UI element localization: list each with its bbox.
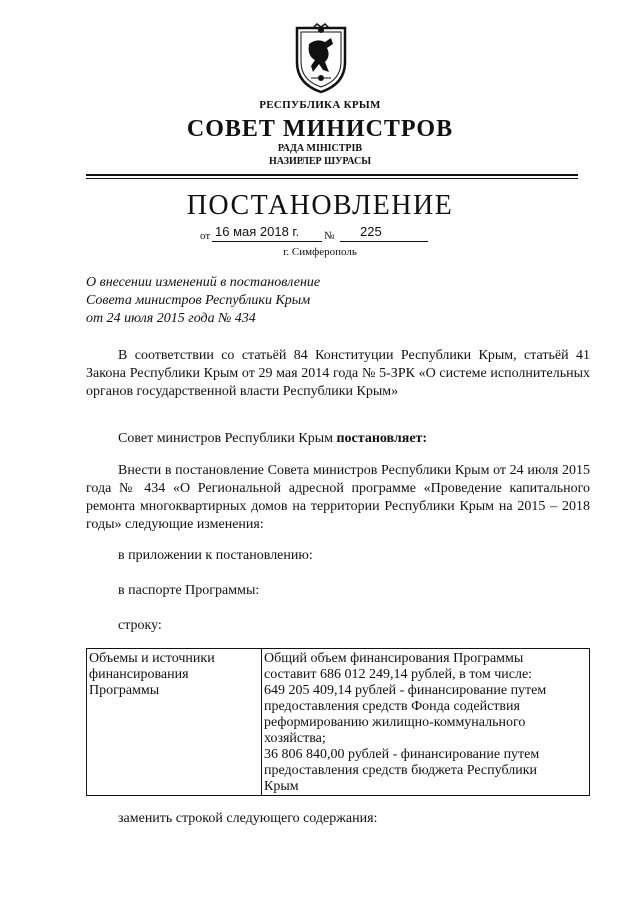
paragraph-appendix: в приложении к постановлению: [118, 548, 313, 563]
decree-subject [86, 274, 386, 328]
paragraph-resolves [86, 430, 590, 448]
table-cell-line: Программы [89, 683, 160, 698]
header-divider-thin [86, 178, 578, 179]
paragraph-replace: заменить строкой следующего содержания: [118, 811, 378, 826]
date-underline [212, 241, 322, 242]
crimea-coat-of-arms-icon [291, 22, 351, 94]
funding-label-cell [87, 649, 262, 796]
table-cell-line: Крым [264, 779, 299, 794]
table-cell-line: хозяйства; [264, 731, 326, 746]
decree-date: 16 мая 2018 г. [215, 224, 300, 239]
paragraph-legal-basis: В соответствии со статьёй 84 Конституции Республики Крым, статьёй 41 Закона Республики Крым от 29 мая 2014 года № 5-ЗРК «О системе исполнительных органов государственной власти Республики Крым» [86, 348, 590, 399]
table-cell-line: финансирования [89, 667, 189, 682]
header-divider-thick [86, 174, 578, 176]
table-cell-line: Общий объем финансирования Программы [264, 651, 524, 666]
funding-value-cell [262, 649, 590, 796]
table-cell-line: 649 205 409,14 рублей - финансирование путем [264, 683, 547, 698]
resolves-keyword: постановляет: [336, 431, 428, 446]
table-cell-line: предоставления средств Фонда содействия [264, 699, 520, 714]
paragraph-row: строку: [118, 618, 162, 633]
table-cell-line: составит 686 012 249,14 рублей, в том числе: [264, 667, 533, 682]
table-cell-line: реформированию жилищно-коммунального [264, 715, 526, 730]
number-prefix: № [324, 230, 335, 242]
council-title-ukrainian: РАДА МIНIСТРIВ [277, 143, 363, 154]
funding-table [86, 648, 590, 796]
date-prefix: от [200, 230, 211, 242]
decree-title: ПОСТАНОВЛЕНИЕ [186, 190, 454, 221]
subject-line: О внесении изменений в постановление [86, 275, 321, 290]
decree-number: 225 [360, 224, 382, 239]
table-cell-line: 36 806 840,00 рублей - финансирование путем [264, 747, 540, 762]
resolves-text: Совет министров Республики Крым [118, 431, 337, 446]
decree-date-number [200, 224, 430, 244]
number-underline [340, 241, 428, 242]
paragraph-passport: в паспорте Программы: [118, 583, 260, 598]
council-title-crimean-tatar: НАЗИРЛЕР ШУРАСЫ [268, 156, 372, 167]
republic-name: РЕСПУБЛИКА КРЫМ [259, 99, 381, 111]
paragraph-amendment: Внести в постановление Совета министров Республики Крым от 24 июля 2015 года № 434 «О Региональной адресной программе «Проведение капитального ремонта многоквартирных домов на территории Республики Крым на 2015 – 2018 годы» следующие изменения: [86, 463, 590, 532]
table-cell-line: Объемы и источники [89, 651, 215, 666]
subject-line: от 24 июля 2015 года № 434 [86, 311, 256, 326]
table-row [87, 649, 590, 796]
subject-line: Совета министров Республики Крым [86, 293, 311, 308]
decree-city: г. Симферополь [283, 246, 357, 258]
table-cell-line: предоставления средств бюджета Республики [264, 763, 537, 778]
council-title: СОВЕТ МИНИСТРОВ [186, 116, 454, 142]
